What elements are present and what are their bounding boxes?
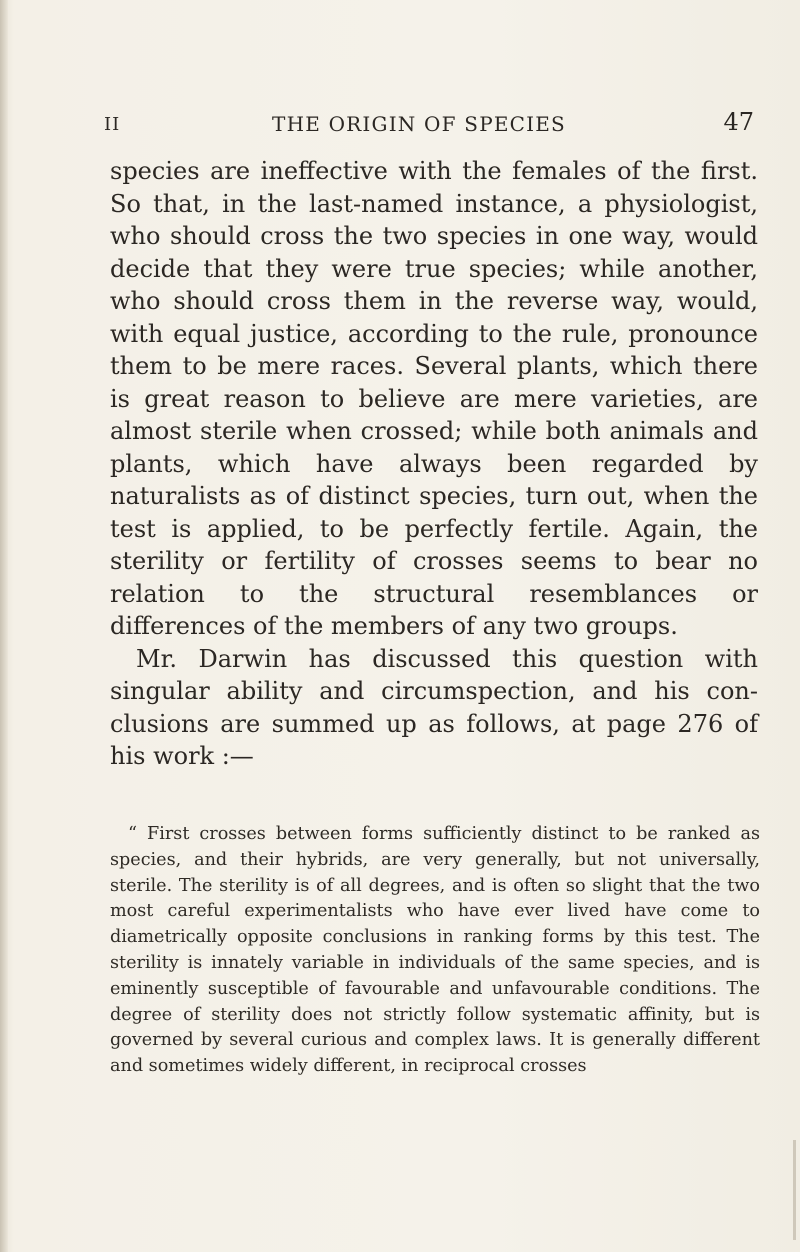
page-edge-mark (793, 1140, 796, 1240)
paragraph: species are ineffective with the females of the first. So that, in the last-named instance, a physiologist, who should cross the two species in one way, would decide that they were true species; while another, who should cross them in the reverse way, would, with equal justice, according to the rule, pronounce them to be mere races. Several plants, which there is great reason to believe are mere varieties, are almost sterile when crossed; while both animals and plants, which have always been regarded by naturalists as of distinct species, turn out, when the test is applied, to be perfectly fertile. Again, the sterility or fertility of crosses seems to bear no relation to the structural resemblances or differences of the members of any two groups. (110, 157, 758, 640)
chapter-number: II (104, 114, 121, 135)
binding-edge (0, 0, 8, 1252)
quote-text: “ First crosses between forms sufficiently distinct to be ranked as species, and their hybrids, are very generally, but not universally, sterile. The sterility is of all degrees, and is often so slight that the two most careful experimentalists who have ever lived have come to diametrically opposite conclusions in ranking forms by this test. The sterility is innately variable in individuals of the same species, and is eminently susceptible of favourable and unfavourable conditions. The degree of sterility does not strictly follow systematic affinity, but is governed by several curious and complex laws. It is generally different and sometimes widely different, in reciprocal crosses (110, 824, 760, 1077)
running-title: THE ORIGIN OF SPECIES (272, 112, 566, 136)
paragraph: Mr. Darwin has discussed this question with singular ability and circumspection, and his con-clusions are summed up as follows, at page 276 of his work :— (110, 644, 758, 770)
running-header (104, 108, 754, 138)
main-text (110, 155, 758, 773)
page-number: 47 (723, 108, 754, 136)
block-quote (110, 822, 760, 1080)
